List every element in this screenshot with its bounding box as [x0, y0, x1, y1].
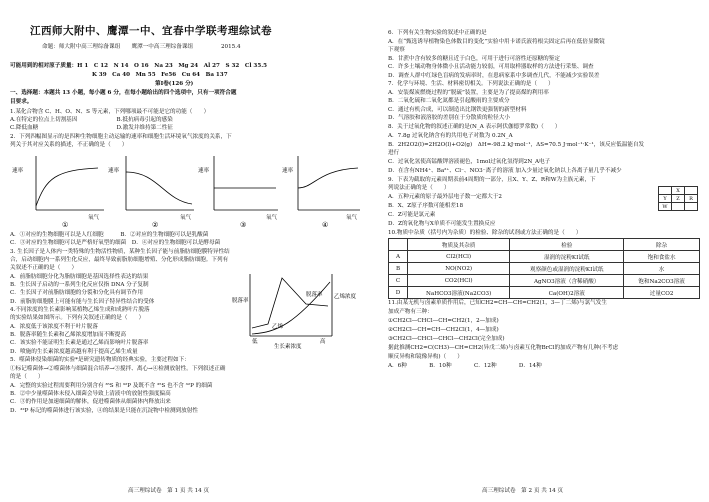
q5-option-b: B．②中少量噬菌体未侵入细菌会导致上清液中的放射性强度偏高 — [10, 391, 171, 397]
pt-cell: Y — [659, 195, 672, 203]
table-cell: 饱和食盐水 — [624, 251, 700, 263]
table-cell: Ca(OH)2溶液 — [510, 287, 624, 299]
fig4-y-left-label: 脱落率 — [232, 298, 249, 304]
table-cell: 过量CO2 — [624, 287, 700, 299]
table-row — [389, 275, 700, 287]
part-heading: 第Ⅰ卷(126 分) — [155, 81, 194, 87]
q11-product-3: ③CH2Cl—CHCl—CHCl—CH2Cl(完全加成) — [388, 336, 505, 342]
graph-3 — [198, 156, 278, 229]
table-cell: A — [389, 251, 408, 263]
header-cell: 除杂 — [624, 239, 700, 251]
q3-option-b: B．生长因子启动的一系列生化反应仅指 DNA 分子复制 — [10, 282, 149, 288]
q7-stem: 7．化学与环境、生活、材料密切相关。下列说法正确的是（ ） — [388, 81, 554, 87]
page-right — [372, 0, 709, 502]
q2-options-cd: C．③对应的生物细胞可以是严格好氧型的细菌 D．④对应的生物细胞可以是酵母菌 — [10, 240, 221, 246]
q8-option-c: C．过氧化氢使高锰酸钾溶液褪色，1mol过氧化氢得到2N_A电子 — [388, 159, 551, 165]
table-row — [389, 263, 700, 275]
table-header-row — [389, 239, 700, 251]
q3-stem-1: 3. 生长因子是人体内一类特殊的生物活性物质，某种生长因子能与前脂肪细胞膜特异性结 — [10, 249, 230, 255]
fig4-high-label: 高 — [320, 339, 326, 345]
footer-page-1: 高三理综试卷 第 1 页 共 14 页 — [128, 488, 210, 494]
table-cell: NaHCO3溶液(Na2CO3) — [408, 287, 510, 299]
table-cell: 观察颜色或湿润的淀粉KI试纸 — [510, 263, 624, 275]
table-cell: B — [389, 263, 408, 275]
q5-stem-2: ①标记噬菌体→②噬菌体与细菌混合培养→③搅拌、离心→④检测放射性。下列叙述正确 — [10, 366, 226, 372]
q7-option-a: A．安装煤炭燃烧过程的“脱硫”装置，主要是为了提高煤的利用率 — [388, 90, 549, 96]
q4-option-d: D．喷施的生长素浓度越高越有利于提高乙烯生成量 — [10, 349, 138, 355]
graph-3-y-label: 速率 — [198, 168, 210, 174]
table-cell: C — [389, 275, 408, 287]
q9-stem-2: 列说法正确的是（ ） — [388, 185, 450, 191]
q8-option-a: A．7.8g 过氧化钠含有的共用电子对数为 0.2N_A — [388, 133, 513, 139]
graph-4 — [282, 156, 360, 229]
q4-option-b: B．脱落率随生长素和乙烯浓度增加而不断提高 — [10, 332, 126, 338]
footer-page-2: 高三理综试卷 第 2 页 共 14 页 — [482, 488, 564, 494]
graph-1-number: ① — [62, 221, 69, 229]
q9-stem-1: 9．下表为截取的元素周期表前4周期的一部分，且X、Y、Z、R和W为主族元素，下 — [388, 177, 596, 183]
q11-product-1: ①CH2Cl—CHCl—CH=CH2(1，2—加成) — [388, 318, 499, 324]
pt-cell — [685, 203, 698, 211]
atomic-mass-line-2: K 39 Ca 40 Mn 55 Fe56 Cu 64 Ba 137 — [92, 72, 228, 78]
q9-option-c: C．Z可能是氯元素 — [388, 212, 436, 218]
q4-stem-2: 的实验结果如图所示。下列有关叙述正确的是（ ） — [10, 315, 145, 321]
q1-options-cd: C.降低血糖 D.激发并维持第二性征 — [10, 125, 173, 131]
q7-option-d: D．气溶胶和液溶胶的差别在于分散质的粒径大小 — [388, 115, 510, 121]
table-cell: Cl2(HCl) — [408, 251, 510, 263]
q9-option-d: D．Z的氧化物与X单质不可能发生置换反应 — [388, 221, 496, 227]
q6-option-c: C．许多土壤动物身体微小且活动能力较弱，可用取样器取样的方法进行采集、调查 — [388, 64, 594, 70]
fig4-abscission-label: 脱落率 — [306, 292, 323, 298]
q6-stem: 6．下列有关生物实验的叙述中正确的是 — [388, 30, 487, 36]
graph-2-y-label: 速率 — [108, 168, 120, 174]
table-cell: 水 — [624, 263, 700, 275]
instructions-line-1: 一、选择题：本题共 13 小题，每小题 6 分，在每小题给出的四个选项中，只有一项符合题 — [10, 90, 237, 96]
pt-cell: W — [659, 203, 672, 211]
pt-cell: Z — [672, 195, 685, 203]
pt-cell: R — [685, 195, 698, 203]
graph-3-x-label: 氧气 — [266, 215, 278, 221]
q2-options-ab: A．①对应的生物细胞可以是人红细胞 B．②对应的生物细胞可以是乳酸菌 — [10, 232, 209, 238]
fig4-y-right-label: 乙烯浓度 — [334, 294, 357, 300]
curve-2 — [126, 172, 192, 204]
graph-1-y-label: 速率 — [12, 168, 24, 174]
q3-option-d: D．前脂肪细胞膜上可能有能与生长因子特异性结合的受体 — [10, 299, 155, 305]
periodic-table-fragment — [658, 186, 698, 211]
graph-4-number: ④ — [322, 221, 329, 229]
fig4-x-label: 生长素浓度 — [274, 344, 302, 350]
q5-option-a: A．完整的实验过程需要利用分别含有 ³⁵S 和 ³²P 及既不含 ³⁵S 也不含 ³²P 的细菌 — [10, 383, 213, 389]
table-cell: 湿润的淀粉KI试纸 — [510, 251, 624, 263]
graph-2-number: ② — [152, 221, 159, 229]
q6-option-d: D．调查人群中红绿色盲病的发病率时，在患病家系中多调查几代，不能减少实验误差 — [388, 73, 600, 79]
q7-option-c: C．通过有机合成，可以制造出比钢铁更强韧的新型材料 — [388, 107, 527, 113]
q11-stem-4: 顺反异构和镜像异构)（ ） — [388, 354, 463, 360]
table-cell: D — [389, 287, 408, 299]
graph-3-number: ③ — [240, 221, 247, 229]
table-cell: CO2(HCl) — [408, 275, 510, 287]
q9-option-a: A．五种元素的原子最外层电子数一定都大于2 — [388, 194, 502, 200]
q7-option-b: B．二氧化硫和二氧化氮都是引起酸雨的主要成分 — [388, 98, 510, 104]
graph-2 — [108, 156, 194, 229]
atomic-mass-line-1: 可能用到的相对原子质量：H 1 C 12 N 14 O 16 Na 23 Mg 24 Al 27 S 32 Cl 35.5 — [10, 63, 268, 69]
abscission-curve — [252, 278, 328, 328]
q4-figure — [228, 268, 357, 350]
q11-product-2: ②CH2Cl—CH=CH—CH2Cl(1，4—加成) — [388, 327, 499, 333]
q3-stem-2: 合，启动细胞内一系列生化反应，最终导致前脂肪细胞增殖、分化形成脂肪细胞。下列有 — [10, 257, 229, 263]
curve-1 — [36, 168, 98, 206]
q5-option-d: D．³²P 标记的噬菌体进行该实验，④的结果是只能在沉淀物中检测到放射性 — [10, 408, 198, 414]
q5-stem-3: 的是（ ） — [10, 374, 44, 380]
q11-stem-2: 加成产物有三种： — [388, 309, 433, 315]
q10-table — [388, 238, 700, 299]
exam-title: 江西师大附中、鹰潭一中、宜春中学联考理综试卷 — [30, 25, 272, 37]
q1-options-ab: A.在特定的位点上切割基因 B.抵抗病毒引起的感染 — [10, 117, 173, 123]
q8-option-b-1: B．2H2O2(l)=2H2O(l)+O2(g) ΔH=-98.2 kJ·mol⁻¹，ΔS=70.5 J·mol⁻¹·K⁻¹，该反应低温能自发 — [388, 142, 645, 148]
q3-option-a: A．前脂肪细胞分化为脂肪细胞是基因选择性表达的结果 — [10, 274, 149, 280]
table-row — [389, 287, 700, 299]
table-cell: AgNO3溶液（含稀硝酸） — [510, 275, 624, 287]
pt-cell — [672, 203, 685, 211]
q6-option-a-2: 下观察 — [388, 47, 405, 53]
q5-option-c: C．③的作用是加速细菌的解体，促进噬菌体从细菌体内释放出来 — [10, 399, 171, 405]
q3-option-c: C．生长因子对前脂肪细胞的分裂和分化具有调节作用 — [10, 290, 143, 296]
fig4-low-label: 低 — [252, 339, 258, 345]
pt-cell — [659, 187, 672, 195]
table-row — [389, 251, 700, 263]
table-cell: 饱和Na2CO3溶液 — [624, 275, 700, 287]
q8-option-b-2: 进行 — [388, 150, 400, 156]
q1-stem: 1.某化合物含 C、H、O、N、S 等元素，下列哪项最不可能是它的功能（ ） — [10, 109, 210, 115]
pt-cell — [685, 187, 698, 195]
q5-stem-1: 5．噬菌体侵染细菌的实验*是研究遗传物质的经典实验，主要过程如下： — [10, 357, 190, 363]
graph-4-x-label: 氧气 — [346, 215, 358, 221]
q2-graphs — [8, 148, 363, 230]
q8-option-d: D．在含有NH4⁺、Ba²⁺、Cl⁻、NO3⁻离子的溶液 加入少量过氧化钠以上各离子量几乎不减少 — [388, 168, 622, 174]
ethylene-curve — [252, 282, 330, 334]
instructions-line-2: 目要求。 — [10, 99, 33, 105]
graph-2-x-label: 氧气 — [180, 215, 192, 221]
q11-stem-1: 11.由某无机与卤素单质作用后，已知CH2=CH—CH=CH2(1，3—丁二烯)与氯气发生 — [388, 300, 607, 306]
header-cell: 检验 — [510, 239, 624, 251]
curve-4 — [298, 168, 358, 188]
q9-option-b: B．X、Z原子序数可能相差18 — [388, 203, 464, 209]
graph-4-y-label: 速率 — [282, 168, 294, 174]
graph-1 — [12, 156, 104, 229]
q11-options: A．6种 B．10种 C．12种 D．14种 — [388, 363, 542, 369]
q2-stem-2: 列关于其对应关系的描述，不正确的是（ ） — [10, 142, 128, 148]
proposer-line: 命题：师大附中高三理综备课组 鹰潭一中高三理综备课组 2015.4 — [42, 44, 241, 50]
header-cell — [389, 239, 408, 251]
q2-stem-1: 2．下列四幅图显示的是四种生物细胞主动运输的速率和细胞生活环境氧气浓度的关系，下 — [10, 134, 232, 140]
q6-option-b: B．甘蔗中含有较多的糖且近于白色，可用于进行可溶性还原糖的鉴定 — [388, 56, 560, 62]
q11-stem-3: 据此推测CH2=C(CH3)—CH=CH2(异戊二烯)与卤素互化物BrCl的加成产物有几种(不考虑 — [388, 345, 619, 351]
q3-stem-3: 关叙述不正确的是（ ） — [10, 265, 78, 271]
graph-1-x-label: 氧气 — [88, 215, 100, 221]
q4-option-c: C．该实验不能证明生长素是通过乙烯而影响叶片脱落率 — [10, 340, 149, 346]
pt-cell: X — [672, 187, 685, 195]
header-cell: 物质及其杂质 — [408, 239, 510, 251]
q4-stem-1: 4.不同浓度的生长素影响某植物乙烯生成和成熟叶片脱落 — [10, 307, 150, 313]
q8-stem: 8．关于过氧化物的叙述正确的是(N_A 表示阿伏伽德罗常数)（ ） — [388, 124, 561, 130]
table-cell: NO(NO2) — [408, 263, 510, 275]
q10-stem: 10.物质中杂质（括号内为杂质）的检验、除杂的试剂或方法正确的是（ ） — [388, 230, 582, 236]
q6-option-a-1: A．在“甄选诱导植物染色体数目的变化”实验中用卡诺氏液将根尖固定后再在低倍显微镜 — [388, 39, 605, 45]
fig4-ethylene-label: 乙烯 — [272, 324, 284, 330]
q4-option-a: A．浓度低于该浓度不利于叶片脱落 — [10, 324, 98, 330]
